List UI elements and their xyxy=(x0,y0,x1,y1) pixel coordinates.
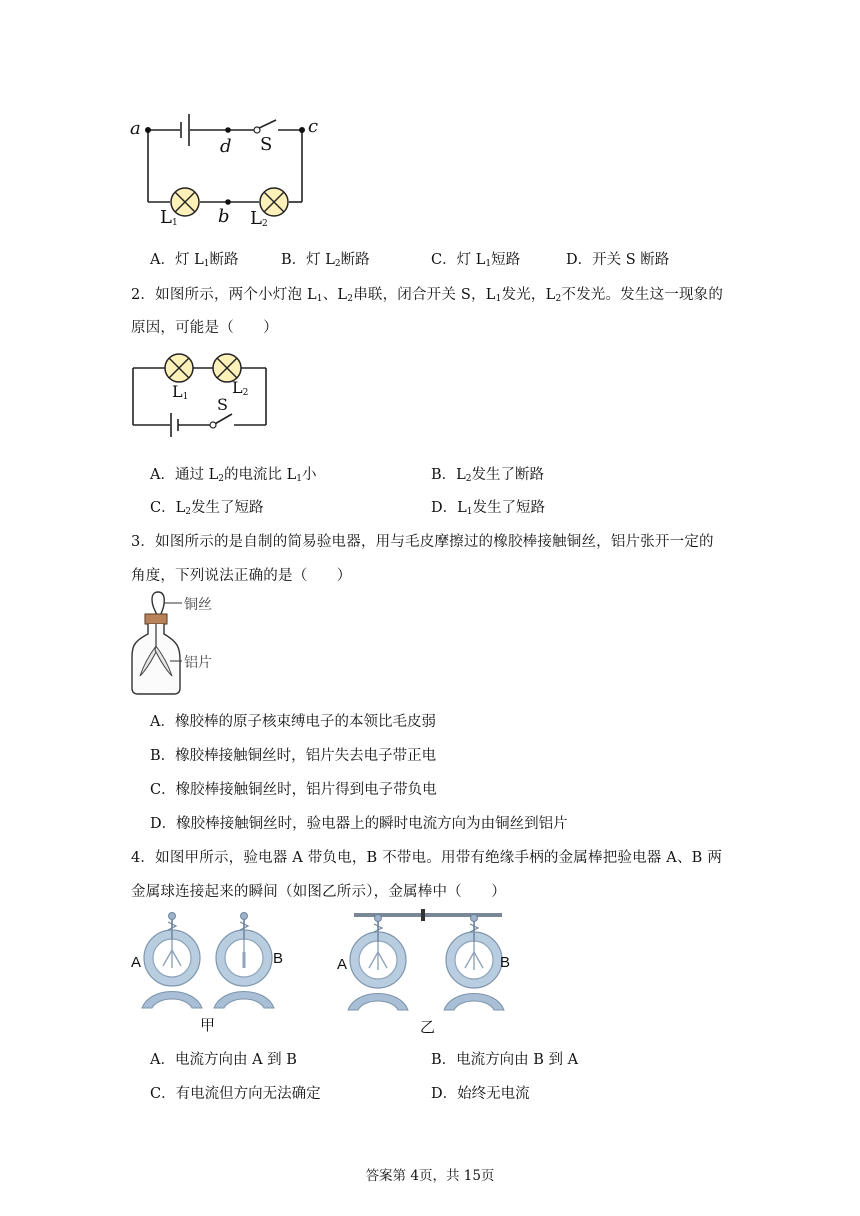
q1-label-c: c xyxy=(308,116,319,137)
q4-caption-jia: 甲 xyxy=(200,1016,216,1034)
q3-label-copper: 铜丝 xyxy=(184,597,212,613)
q4-option-b: B．电流方向由 B 到 A xyxy=(431,1052,579,1068)
q2-stem-line1: 2．如图所示，两个小灯泡 $L_1$、$L_2$串联，闭合开关 S，$L_1$发光，$L_2$不发光。发生这一现象的 xyxy=(131,287,724,304)
q4-caption-yi: 乙 xyxy=(420,1018,436,1036)
q4-stem-line2: 金属球连接起来的瞬间（如图乙所示），金属棒中（ ） xyxy=(131,884,506,900)
q1-option-b: B．灯 $L_2$断路 xyxy=(281,252,370,269)
q2-label-l2: $L_2$ xyxy=(232,378,249,398)
q1-label-l2: $L_2$ xyxy=(250,208,268,229)
q1-label-a: a xyxy=(130,118,141,139)
q1-option-d: D．开关 S 断路 xyxy=(566,252,670,268)
q4-stem-line1: 4．如图甲所示，验电器 A 带负电，B 不带电。用带有绝缘手柄的金属棒把验电器 A、B 两 xyxy=(131,850,723,866)
q1-label-b: b xyxy=(218,206,230,227)
q3-stem-line2: 角度，下列说法正确的是（ ） xyxy=(131,568,352,584)
q4-option-a: A．电流方向由 A 到 B xyxy=(150,1052,297,1068)
q4-label-b-yi: B xyxy=(500,954,511,971)
q4-option-d: D．始终无电流 xyxy=(431,1086,530,1102)
q3-option-b: B．橡胶棒接触铜丝时，铝片失去电子带正电 xyxy=(150,748,437,764)
q3-label-foil: 铝片 xyxy=(184,655,212,671)
q2-option-a: A．通过 $L_2$的电流比 $L_1$小 xyxy=(150,467,317,484)
q3-option-c: C．橡胶棒接触铜丝时，铝片得到电子带负电 xyxy=(150,782,437,798)
q2-option-b: B．$L_2$发生了断路 xyxy=(431,467,545,484)
q3-option-d: D．橡胶棒接触铜丝时，验电器上的瞬时电流方向为由铜丝到铝片 xyxy=(150,816,568,832)
q2-label-s: S xyxy=(217,395,228,414)
q1-option-c: C．灯 $L_1$短路 xyxy=(431,252,521,269)
q3-stem-line1: 3．如图所示的是自制的简易验电器，用与毛皮摩擦过的橡胶棒接触铜丝，铝片张开一定的 xyxy=(131,534,714,550)
q1-label-l1: $L_1$ xyxy=(160,207,178,228)
q1-option-a: A．灯 $L_1$断路 xyxy=(150,252,239,269)
q4-label-a-yi: A xyxy=(337,956,348,973)
q4-option-c: C．有电流但方向无法确定 xyxy=(150,1086,321,1102)
q2-option-c: C．$L_2$发生了短路 xyxy=(150,500,264,517)
q2-stem-line2: 原因，可能是（ ） xyxy=(131,320,278,336)
q1-label-d: d xyxy=(220,136,232,157)
q3-option-a: A．橡胶棒的原子核束缚电子的本领比毛皮弱 xyxy=(150,714,436,730)
q4-label-a-jia: A xyxy=(131,954,142,971)
q2-option-d: D．$L_1$发生了短路 xyxy=(431,500,546,517)
q1-label-s: S xyxy=(260,134,273,155)
page-footer: 答案第 4页，共 15页 xyxy=(365,1168,495,1184)
q2-label-l1: $L_1$ xyxy=(172,382,189,402)
q4-label-b-jia: B xyxy=(273,950,284,967)
